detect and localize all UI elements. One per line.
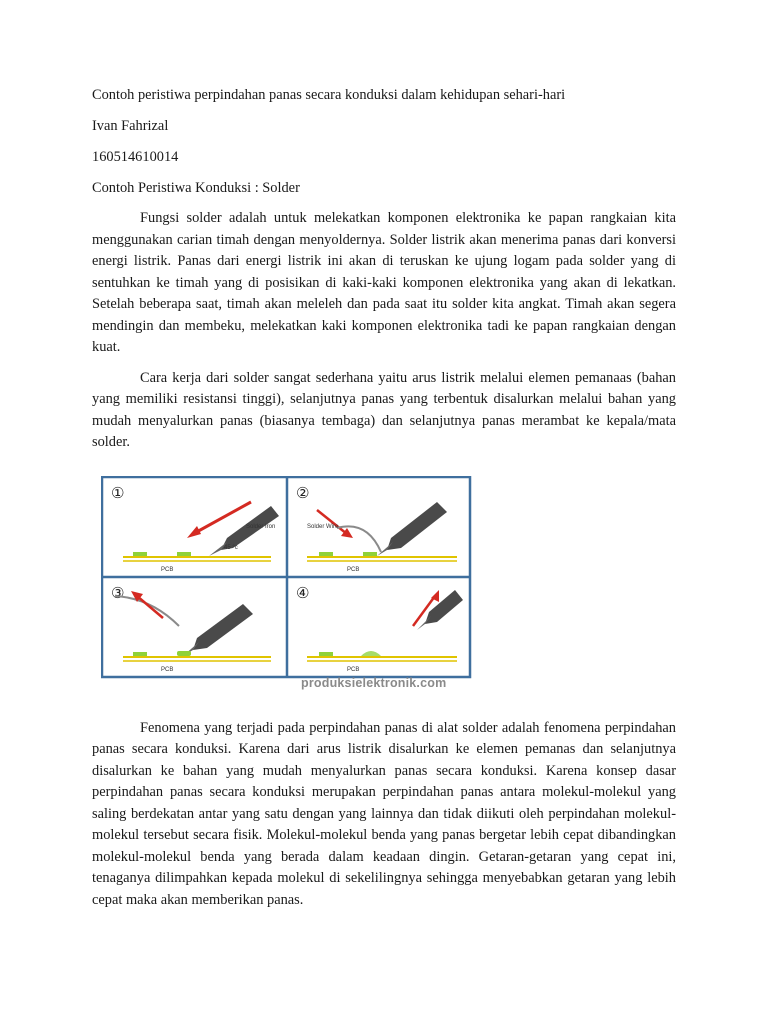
panel-4-number: ④ — [296, 584, 310, 602]
student-id: 160514610014 — [92, 149, 179, 165]
document-body — [92, 84, 676, 920]
panel-4-pcb-label: PCB — [347, 666, 360, 673]
paragraph-3: Fenomena yang terjadi pada perpindahan panas di alat solder adalah fenomena perpindahan panas secara konduksi. Karena dari arus listrik disalurkan ke elemen pemanas dan selanjutnya disalurkan ke bahan yang mudah menyalurkan panas secara konduksi. Karena konsep dasar perpindahan panas secara konduksi merupakan perpindahan panas antara molekul-molekul yang saling berdekatan antar yang satu dengan yang lainnya dan tidak diikuti oleh perpindahan molekul-molekul tersebut secara fisik. Molekul-molekul benda yang panas bergetar lebih cepat dibandingkan molekul-molekul benda yang berada dalam keadaan dingin. Getaran-getaran yang cepat ini, tenaganya dilimpahkan kepada molekul di sekelilingnya sehingga menyebabkan getaran yang lebih cepat maka akan memberikan panas. — [92, 719, 676, 908]
author-name: Ivan Fahrizal — [92, 118, 169, 134]
panel-1-label-temp: 45 °c — [224, 544, 238, 551]
panel-1-label-iron: Solder Iron — [246, 523, 276, 530]
panel-2-pad-left — [319, 552, 333, 556]
panel-3-pad-left — [133, 652, 147, 656]
panel-2-pcb-label: PCB — [347, 566, 360, 573]
figure-watermark: produksielektronik.com — [301, 675, 447, 690]
panel-1-pad-left — [133, 552, 147, 556]
panel-2-label-wire: Solder Wire — [307, 523, 339, 530]
panel-4-pad-left — [319, 652, 333, 656]
panel-2-pad-right — [363, 552, 377, 556]
panel-3-pcb-label: PCB — [161, 666, 174, 673]
panel-3-number: ③ — [111, 584, 125, 602]
section-subtitle: Contoh Peristiwa Konduksi : Solder — [92, 180, 300, 196]
soldering-steps-figure — [101, 476, 473, 696]
panel-2-number: ② — [296, 484, 310, 502]
soldering-steps-diagram — [101, 476, 473, 696]
panel-1-number: ① — [111, 484, 125, 502]
panel-1-pcb-label: PCB — [161, 566, 174, 573]
paragraph-1: Fungsi solder adalah untuk melekatkan komponen elektronika ke papan rangkaian kita menggunakan carian timah dengan menyoldernya. Solder listrik akan menerima panas dari konversi energi listrik. Panas dari energi listrik ini akan di teruskan ke ujung logam pada solder yang di sentuhkan ke timah yang di posisikan di kaki-kaki komponen elektronika yang akan di lekatkan. Setelah beberapa saat, timah akan meleleh dan pada saat itu solder kita angkat. Timah akan segera mendingin dan membeku, melekatkan kaki komponen elektronika tadi ke papan rangkaian dengan kuat. — [92, 210, 676, 355]
panel-3-pad-right — [177, 651, 191, 656]
panel-1-pad-right — [177, 552, 191, 556]
paragraph-2: Cara kerja dari solder sangat sederhana yaitu arus listrik melalui elemen pemanaas (bahan yang memiliki resistansi tinggi), selanjutnya panas yang terbentuk disalurkan melalui bahan yang mudah menyalurkan panas (biasanya tembaga) dan selanjutnya panas merambat ke kepala/mata solder. — [92, 369, 676, 450]
document-title: Contoh peristiwa perpindahan panas secara konduksi dalam kehidupan sehari-hari — [92, 87, 566, 103]
